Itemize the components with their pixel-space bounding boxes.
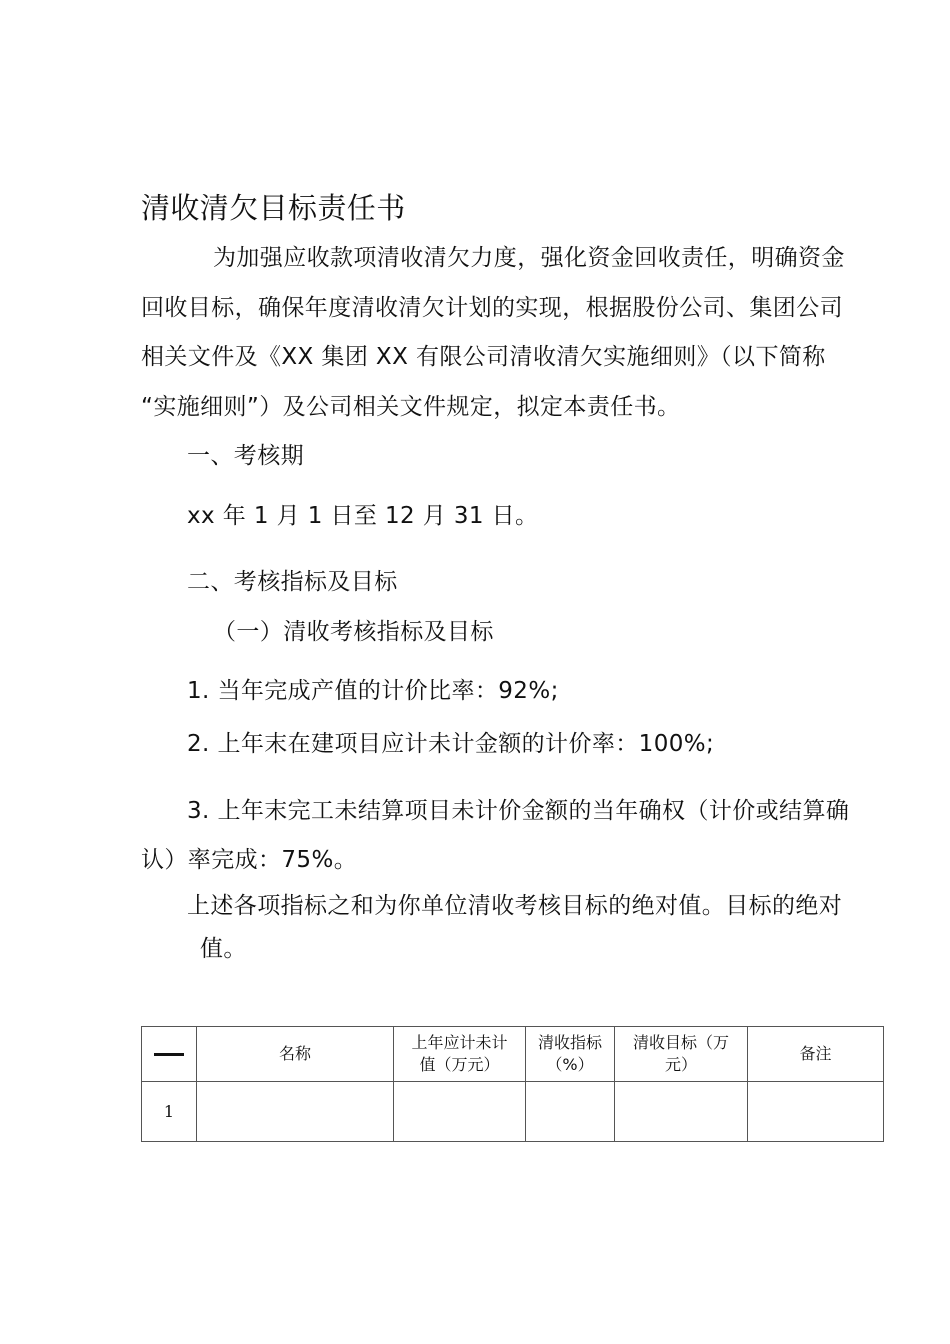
- table-row: [142, 1082, 884, 1142]
- header-index-cell: [142, 1027, 197, 1082]
- section-2-subheading: （一）清收考核指标及目标: [213, 619, 494, 645]
- row-number: 1: [142, 1082, 197, 1142]
- header-index-line-2: （%）: [546, 1055, 594, 1074]
- intro-line-2: 回收目标，确保年度清收清欠计划的实现，根据股份公司、集团公司: [141, 295, 843, 321]
- target-table: [141, 1026, 884, 1142]
- header-name: 名称: [197, 1027, 394, 1082]
- header-index-line-1: 清收指标: [537, 1033, 602, 1052]
- row-name-cell[interactable]: [197, 1082, 394, 1142]
- header-index: [526, 1027, 615, 1082]
- table-header-row: [142, 1027, 884, 1082]
- header-target: [615, 1027, 748, 1082]
- row-uncounted-cell[interactable]: [394, 1082, 526, 1142]
- header-remark: 备注: [748, 1027, 884, 1082]
- item-3: 3. 上年末完工未结算项目未计价金额的当年确权（计价或结算确: [187, 798, 850, 824]
- item-2: 2. 上年末在建项目应计未计金额的计价率：100%;: [187, 731, 715, 757]
- summary-line-1: 上述各项指标之和为你单位清收考核目标的绝对值。目标的绝对: [187, 893, 843, 919]
- summary-line-2: 值。: [200, 936, 247, 962]
- header-target-line-2: 元）: [664, 1055, 697, 1074]
- row-remark-cell[interactable]: [748, 1082, 884, 1142]
- section-1-heading: 一、考核期: [187, 443, 304, 469]
- section-2-heading: 二、考核指标及目标: [187, 569, 398, 595]
- header-uncounted-line-1: 上年应计未计: [411, 1033, 508, 1052]
- intro-line-1: 为加强应收款项清收清欠力度，强化资金回收责任，明确资金: [213, 245, 845, 271]
- header-uncounted-line-2: 值（万元）: [419, 1055, 500, 1074]
- section-1-body: xx 年 1 月 1 日至 12 月 31 日。: [187, 503, 539, 529]
- row-target-cell[interactable]: [615, 1082, 748, 1142]
- header-uncounted: [394, 1027, 526, 1082]
- dash-mark: [154, 1053, 184, 1056]
- item-3-continued: 认）率完成：75%。: [141, 847, 358, 873]
- intro-line-4: “实施细则”）及公司相关文件规定，拟定本责任书。: [141, 394, 681, 420]
- item-1: 1. 当年完成产值的计价比率：92%;: [187, 678, 559, 704]
- document-title: 清收清欠目标责任书: [141, 191, 406, 225]
- row-index-cell[interactable]: [526, 1082, 615, 1142]
- intro-line-3: 相关文件及《XX 集团 XX 有限公司清收清欠实施细则》（以下简称: [141, 344, 826, 370]
- header-target-line-1: 清收目标（万: [632, 1033, 729, 1052]
